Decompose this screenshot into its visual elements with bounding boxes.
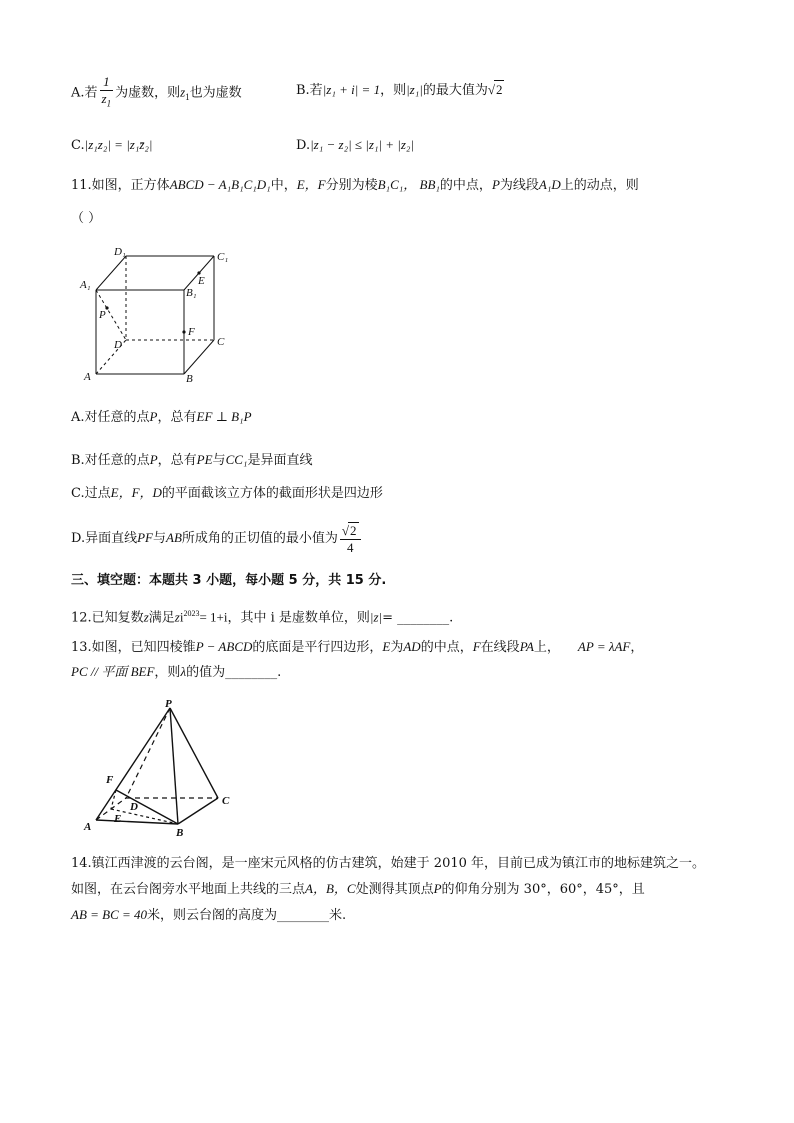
label-A: A — [84, 371, 91, 383]
q10-option-a: A.若 $\frac{1}{z_1}$ 为虚数，则$z_1$也为虚数 — [71, 74, 242, 112]
q14-line2: 如图，在云台阁旁水平地面上共线的三点A，B，C处测得其顶点P的仰角分别为 30°，60°，45°，且 — [71, 881, 645, 897]
label-F: F — [106, 774, 114, 786]
label-B: B — [186, 373, 193, 384]
label-E: E — [198, 275, 205, 287]
q10-option-d: D.|z₁ − z₂| ≤ |z₁| + |z₂| — [296, 137, 415, 153]
label-P: P — [99, 309, 106, 321]
cube-figure — [78, 244, 238, 384]
label-P: P — [165, 698, 172, 710]
section-heading-fill-in: 三、填空题：本题共 3 小题，每小题 5 分，共 15 分. — [71, 573, 387, 588]
q11-option-c: C.过点E，F，D的平面截该立方体的截面形状是四边形 — [71, 485, 383, 501]
label-B1: B₁ — [186, 287, 197, 299]
q11-stem: 11.如图，正方体ABCD − A₁B₁C₁D₁中，E，F分别为棱B₁C₁， BB₁的中点，P为线段A₁D上的动点，则 — [71, 177, 639, 193]
label-A1: A₁ — [80, 279, 91, 291]
label-B: B — [176, 827, 184, 839]
label-F: F — [188, 326, 195, 338]
pyramid-figure — [80, 698, 240, 840]
label-D: D — [130, 801, 138, 813]
q10-option-c: C.|z₁z₂| = |z₁z̄₂| — [71, 137, 153, 153]
label-C: C — [222, 795, 230, 807]
q13-stem-line2: PC // 平面 BEF，则λ的值为________. — [71, 664, 282, 680]
q11-option-a: A.对任意的点P，总有EF ⊥ B₁P — [71, 409, 252, 425]
label-D: D — [114, 339, 122, 351]
fraction-1-over-z1: $\frac{1}{z_1}$ — [101, 74, 112, 109]
label-C1: C₁ — [217, 251, 229, 263]
q14-line1: 14.镇江西津渡的云台阁，是一座宋元风格的仿古建筑，始建于 2010 年，目前已成为镇江市的地标建筑之一。 — [71, 856, 706, 871]
label-E: E — [114, 813, 122, 825]
label-D1: D₁ — [114, 246, 126, 258]
q11-option-d: D.异面直线PF与AB所成角的正切值的最小值为 $\frac{√2}{4}$ — [71, 520, 363, 557]
q10-option-b: B.若|z₁ + i| = 1，则|z₁|的最大值为√2 — [296, 82, 503, 98]
q11-answer-paren: （ ） — [71, 211, 102, 226]
q11-option-b: B.对任意的点P，总有PE与CC₁是异面直线 — [71, 452, 313, 468]
q12-stem: 12.已知复数z满足$zi^{2023}= 1+i$，其中 i 是虚数单位，则|z|= ________. — [71, 609, 454, 626]
label-A: A — [84, 821, 92, 833]
fraction-sqrt2-over-4: $\frac{√2}{4}$ — [340, 522, 361, 556]
q13-stem-line1: 13.如图，已知四棱锥P − ABCD的底面是平行四边形，E为AD的中点，F在线段PA上， AP = λAF， — [71, 639, 644, 655]
q14-line3: AB = BC = 40米，则云台阁的高度为________米. — [71, 907, 347, 923]
label-C: C — [217, 336, 225, 348]
